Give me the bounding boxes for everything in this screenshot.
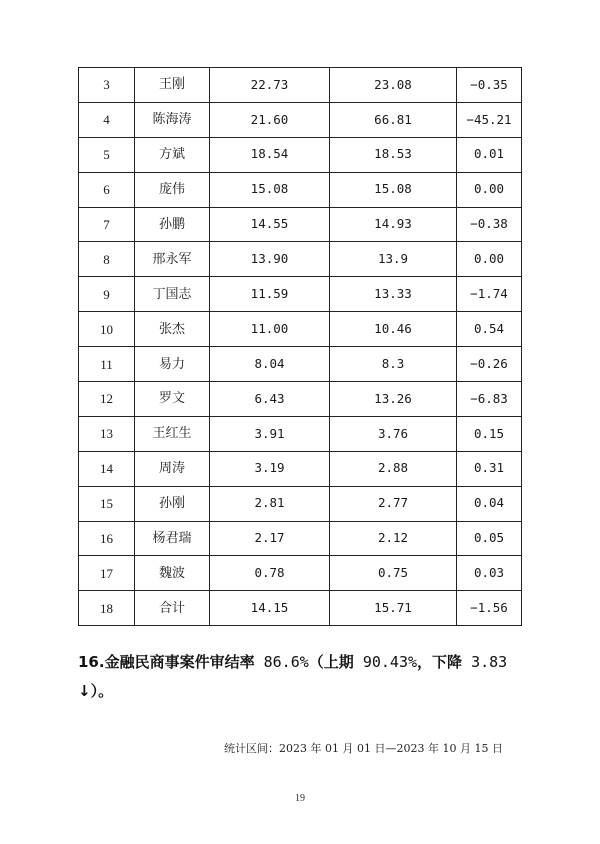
cell-change: 0.00 [457, 172, 522, 207]
cell-rank: 18 [79, 591, 135, 626]
table-row [79, 591, 522, 626]
section-number: 16. [78, 653, 105, 671]
cell-current-value: 14.55 [210, 207, 330, 242]
cell-name: 孙鹏 [135, 207, 210, 242]
cell-previous-value: 15.71 [330, 591, 457, 626]
table-row [79, 486, 522, 521]
cell-change: 0.00 [457, 242, 522, 277]
cell-previous-value: 8.3 [330, 347, 457, 382]
cell-current-value: 22.73 [210, 68, 330, 103]
section-previous-value: 90.43% [362, 653, 418, 671]
cell-previous-value: 13.9 [330, 242, 457, 277]
cell-name: 罗文 [135, 382, 210, 417]
statistics-period: 统计区间：2023 年 01 月 01 日—2023 年 10 月 15 日 [224, 742, 503, 755]
table-row [79, 416, 522, 451]
cell-previous-value: 2.88 [330, 451, 457, 486]
table-row [79, 207, 522, 242]
cell-rank: 9 [79, 277, 135, 312]
cell-name: 杨君瑞 [135, 521, 210, 556]
table-row [79, 277, 522, 312]
cell-change: −0.38 [457, 207, 522, 242]
section-heading [78, 648, 523, 706]
cell-name: 张杰 [135, 312, 210, 347]
cell-current-value: 11.59 [210, 277, 330, 312]
cell-change: 0.15 [457, 416, 522, 451]
cell-rank: 10 [79, 312, 135, 347]
cell-change: −1.74 [457, 277, 522, 312]
page-number: 19 [295, 793, 305, 804]
cell-rank: 16 [79, 521, 135, 556]
cell-change: −6.83 [457, 382, 522, 417]
section-title: 金融民商事案件审结率 [104, 653, 255, 671]
cell-change: 0.04 [457, 486, 522, 521]
cell-previous-value: 2.12 [330, 521, 457, 556]
section-decline-label: ，下降 [417, 653, 463, 671]
cell-rank: 8 [79, 242, 135, 277]
table-row [79, 102, 522, 137]
table-row [79, 521, 522, 556]
cell-previous-value: 14.93 [330, 207, 457, 242]
section-close: ）。 [90, 682, 114, 700]
table-row [79, 68, 522, 103]
table-body [79, 68, 522, 626]
cell-change: 0.03 [457, 556, 522, 591]
cell-name: 王刚 [135, 68, 210, 103]
cell-change: −0.35 [457, 68, 522, 103]
section-value: 86.6% [263, 653, 309, 671]
cell-current-value: 11.00 [210, 312, 330, 347]
cell-rank: 7 [79, 207, 135, 242]
cell-previous-value: 23.08 [330, 68, 457, 103]
cell-previous-value: 15.08 [330, 172, 457, 207]
cell-current-value: 14.15 [210, 591, 330, 626]
cell-name: 魏波 [135, 556, 210, 591]
cell-change: −1.56 [457, 591, 522, 626]
cell-previous-value: 18.53 [330, 137, 457, 172]
table-row [79, 172, 522, 207]
table-row [79, 382, 522, 417]
cell-name: 邢永军 [135, 242, 210, 277]
cell-current-value: 18.54 [210, 137, 330, 172]
cell-current-value: 2.81 [210, 486, 330, 521]
cell-current-value: 13.90 [210, 242, 330, 277]
cell-previous-value: 13.33 [330, 277, 457, 312]
cell-current-value: 3.19 [210, 451, 330, 486]
cell-change: 0.31 [457, 451, 522, 486]
cell-current-value: 3.91 [210, 416, 330, 451]
cell-rank: 15 [79, 486, 135, 521]
cell-current-value: 0.78 [210, 556, 330, 591]
cell-name: 合计 [135, 591, 210, 626]
cell-rank: 4 [79, 102, 135, 137]
cell-change: −0.26 [457, 347, 522, 382]
cell-change: −45.21 [457, 102, 522, 137]
cell-current-value: 15.08 [210, 172, 330, 207]
cell-previous-value: 2.77 [330, 486, 457, 521]
section-open-paren: （上期 [308, 653, 354, 671]
cell-name: 庞伟 [135, 172, 210, 207]
cell-name: 王红生 [135, 416, 210, 451]
cell-rank: 14 [79, 451, 135, 486]
table-row [79, 312, 522, 347]
cell-name: 易力 [135, 347, 210, 382]
cell-previous-value: 66.81 [330, 102, 457, 137]
cell-previous-value: 0.75 [330, 556, 457, 591]
cell-name: 周涛 [135, 451, 210, 486]
cell-current-value: 8.04 [210, 347, 330, 382]
table-row [79, 451, 522, 486]
section-decline-value: 3.83 [471, 653, 508, 671]
cell-rank: 3 [79, 68, 135, 103]
cell-change: 0.01 [457, 137, 522, 172]
cell-rank: 12 [79, 382, 135, 417]
table-row [79, 556, 522, 591]
table-row [79, 347, 522, 382]
cell-name: 孙刚 [135, 486, 210, 521]
cell-name: 陈海涛 [135, 102, 210, 137]
cell-current-value: 21.60 [210, 102, 330, 137]
cell-current-value: 2.17 [210, 521, 330, 556]
table-row [79, 137, 522, 172]
cell-rank: 11 [79, 347, 135, 382]
cell-rank: 17 [79, 556, 135, 591]
cell-rank: 13 [79, 416, 135, 451]
cell-name: 方斌 [135, 137, 210, 172]
cell-change: 0.54 [457, 312, 522, 347]
cell-rank: 6 [79, 172, 135, 207]
cell-previous-value: 13.26 [330, 382, 457, 417]
statistics-table [78, 67, 522, 626]
cell-previous-value: 10.46 [330, 312, 457, 347]
down-arrow-icon: ↓ [78, 682, 91, 700]
cell-name: 丁国志 [135, 277, 210, 312]
cell-rank: 5 [79, 137, 135, 172]
cell-previous-value: 3.76 [330, 416, 457, 451]
cell-change: 0.05 [457, 521, 522, 556]
table-row [79, 242, 522, 277]
cell-current-value: 6.43 [210, 382, 330, 417]
